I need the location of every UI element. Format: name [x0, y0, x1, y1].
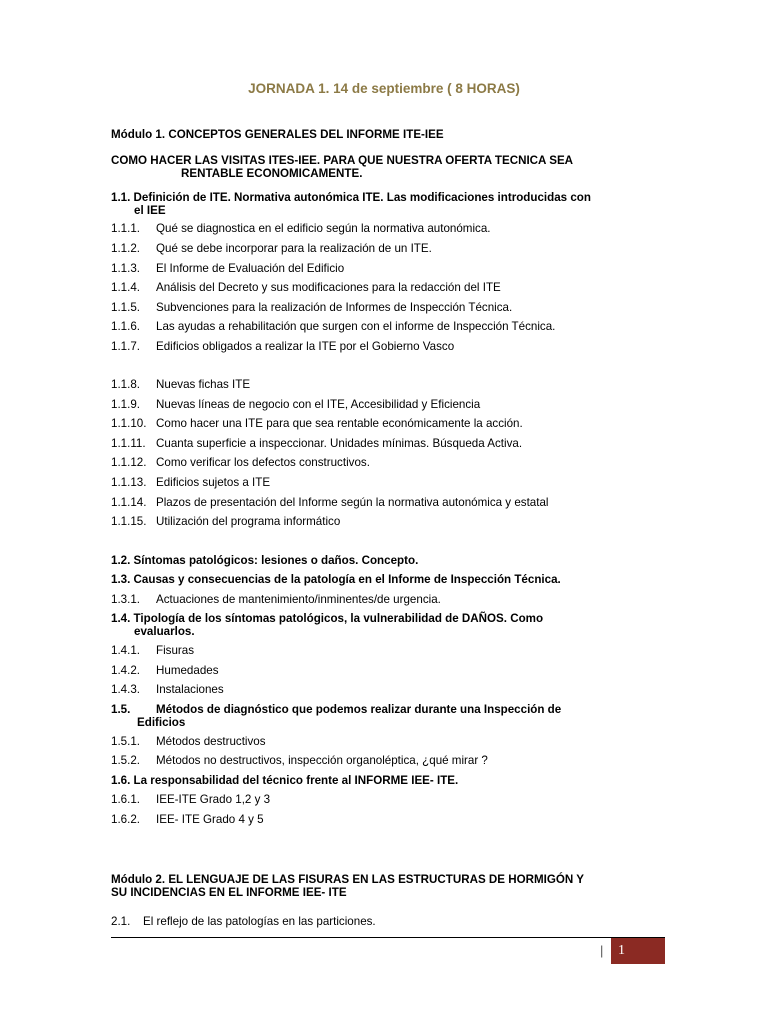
- item-text: Utilización del programa informático: [156, 515, 341, 528]
- section-1-2-heading: 1.2. Síntomas patológicos: lesiones o daños. Concepto.: [111, 554, 419, 567]
- item-text: Qué se debe incorporar para la realización de un ITE.: [156, 242, 432, 255]
- list-item: [111, 915, 659, 928]
- section-1-1-heading-line1: 1.1. Definición de ITE. Normativa autonómica ITE. Las modificaciones introducidas con: [111, 191, 591, 204]
- item-number: 1.4.2.: [111, 664, 141, 677]
- item-text: Fisuras: [156, 644, 195, 657]
- item-text: Edificios sujetos a ITE: [156, 476, 271, 489]
- list-item: [111, 301, 659, 314]
- list-item: [111, 320, 659, 333]
- item-text: El reflejo de las patologías en las particiones.: [143, 915, 376, 928]
- item-text: Plazos de presentación del Informe según la normativa autonómica y estatal: [156, 496, 549, 509]
- page-title: JORNADA 1. 14 de septiembre ( 8 HORAS): [248, 81, 520, 96]
- list-item: [111, 340, 659, 353]
- section-number: 1.5.: [111, 703, 131, 716]
- item-number: 1.1.1.: [111, 222, 141, 235]
- item-number: 1.1.2.: [111, 242, 141, 255]
- section-1-5-heading-line2: Edificios: [137, 716, 186, 729]
- item-text: Métodos no destructivos, inspección organoléptica, ¿qué mirar ?: [156, 754, 488, 767]
- item-text: Qué se diagnostica en el edificio según la normativa autonómica.: [156, 222, 491, 235]
- item-text: Nuevas fichas ITE: [156, 378, 251, 391]
- item-number: 1.4.3.: [111, 683, 141, 696]
- item-text: Análisis del Decreto y sus modificaciones para la redacción del ITE: [156, 281, 501, 294]
- item-text: Como verificar los defectos constructivos.: [156, 456, 370, 469]
- item-number: 1.1.5.: [111, 301, 141, 314]
- item-number: 1.4.1.: [111, 644, 141, 657]
- item-number: 1.6.1.: [111, 793, 141, 806]
- module-1-heading: Módulo 1. CONCEPTOS GENERALES DEL INFORME ITE-IEE: [111, 128, 444, 141]
- list-item: [111, 398, 659, 411]
- list-item: [111, 515, 659, 528]
- item-number: 1.3.1.: [111, 593, 141, 606]
- list-item: [111, 793, 659, 806]
- item-text: El Informe de Evaluación del Edificio: [156, 262, 345, 275]
- list-item: [111, 262, 659, 275]
- item-text: Métodos destructivos: [156, 735, 266, 748]
- module-1-subheading-line1: COMO HACER LAS VISITAS ITES-IEE. PARA QUE NUESTRA OFERTA TECNICA SEA: [111, 154, 574, 167]
- section-1-6-heading: 1.6. La responsabilidad del técnico frente al INFORME IEE- ITE.: [111, 774, 459, 787]
- module-2-heading-line1: Módulo 2. EL LENGUAJE DE LAS FISURAS EN LAS ESTRUCTURAS DE HORMIGÓN Y: [111, 873, 585, 886]
- section-1-3-heading: 1.3. Causas y consecuencias de la patología en el Informe de Inspección Técnica.: [111, 573, 561, 586]
- section-1-5-heading-line1: [111, 703, 659, 716]
- item-text: Humedades: [156, 664, 219, 677]
- item-text: IEE- ITE Grado 4 y 5: [156, 813, 264, 826]
- page-number-separator: |: [600, 943, 604, 958]
- item-number: 1.1.14.: [111, 496, 147, 509]
- item-text: Cuanta superficie a inspeccionar. Unidades mínimas. Búsqueda Activa.: [156, 437, 523, 450]
- list-item: [111, 378, 659, 391]
- list-item: [111, 754, 659, 767]
- item-number: 1.1.12.: [111, 456, 147, 469]
- page-number-badge: 1: [611, 938, 665, 964]
- list-item: [111, 281, 659, 294]
- item-number: 1.1.13.: [111, 476, 147, 489]
- list-item: [111, 496, 659, 509]
- item-number: 2.1.: [111, 915, 131, 928]
- item-text: Edificios obligados a realizar la ITE por el Gobierno Vasco: [156, 340, 455, 353]
- list-item: [111, 683, 659, 696]
- section-1-4-heading-line1: 1.4. Tipología de los síntomas patológicos, la vulnerabilidad de DAÑOS. Como: [111, 612, 544, 625]
- item-number: 1.5.2.: [111, 754, 141, 767]
- item-number: 1.6.2.: [111, 813, 141, 826]
- section-title: Métodos de diagnóstico que podemos realizar durante una Inspección de: [156, 703, 562, 716]
- list-item: [111, 735, 659, 748]
- item-number: 1.1.15.: [111, 515, 147, 528]
- item-number: 1.1.11.: [111, 437, 146, 450]
- list-item: [111, 242, 659, 255]
- list-item: [111, 593, 659, 606]
- item-text: IEE-ITE Grado 1,2 y 3: [156, 793, 271, 806]
- item-number: 1.1.7.: [111, 340, 141, 353]
- section-1-1-heading-line2: el IEE: [134, 204, 166, 217]
- item-number: 1.1.3.: [111, 262, 141, 275]
- item-text: Las ayudas a rehabilitación que surgen con el informe de Inspección Técnica.: [156, 320, 556, 333]
- list-item: [111, 813, 659, 826]
- item-text: Subvenciones para la realización de Informes de Inspección Técnica.: [156, 301, 513, 314]
- item-number: 1.1.9.: [111, 398, 141, 411]
- item-text: Actuaciones de mantenimiento/inminentes/de urgencia.: [156, 593, 441, 606]
- item-number: 1.1.6.: [111, 320, 141, 333]
- list-item: [111, 456, 659, 469]
- list-item: [111, 417, 659, 430]
- item-number: 1.1.8.: [111, 378, 141, 391]
- module-1-subheading-line2: RENTABLE ECONOMICAMENTE.: [181, 167, 363, 180]
- module-2-heading-line2: SU INCIDENCIAS EN EL INFORME IEE- ITE: [111, 886, 347, 899]
- list-item: [111, 437, 659, 450]
- item-number: 1.1.10.: [111, 417, 147, 430]
- item-number: 1.5.1.: [111, 735, 141, 748]
- list-item: [111, 664, 659, 677]
- item-text: Como hacer una ITE para que sea rentable económicamente la acción.: [156, 417, 523, 430]
- list-item: [111, 644, 659, 657]
- list-item: [111, 222, 659, 235]
- item-text: Nuevas líneas de negocio con el ITE, Accesibilidad y Eficiencia: [156, 398, 481, 411]
- section-1-4-heading-line2: evaluarlos.: [134, 625, 195, 638]
- item-number: 1.1.4.: [111, 281, 141, 294]
- footer-divider: [111, 937, 665, 938]
- item-text: Instalaciones: [156, 683, 224, 696]
- list-item: [111, 476, 659, 489]
